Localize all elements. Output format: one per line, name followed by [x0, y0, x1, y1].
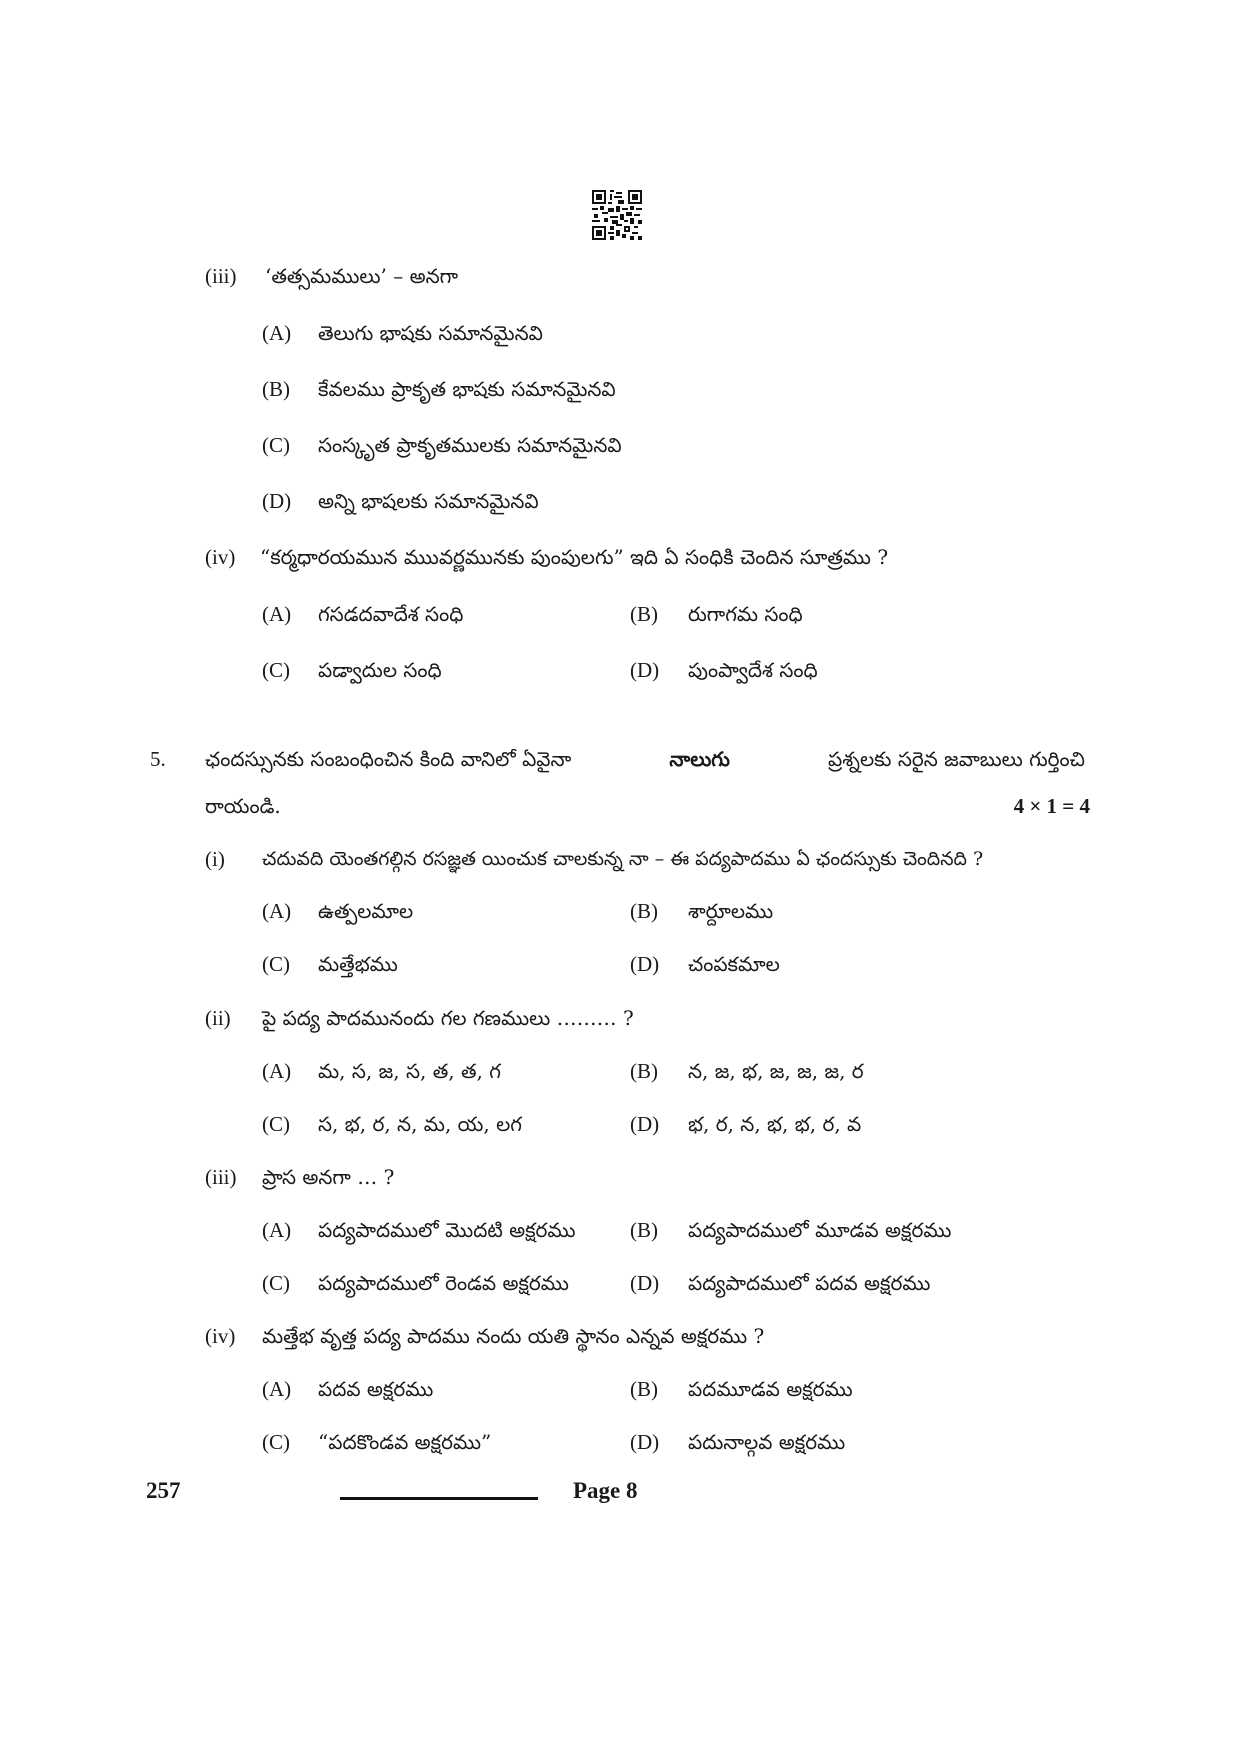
qr-code-icon: [592, 190, 642, 240]
q5-marks: 4 × 1 = 4: [1013, 794, 1090, 818]
q4-iv-option-b-label: (B): [630, 602, 658, 626]
q5-i-option-c-text: మత్తేభము: [318, 952, 398, 976]
q5-i-option-b-label: (B): [630, 899, 658, 923]
q4-iv-option-c-text: పడ్వాదుల సంధి: [318, 658, 442, 682]
q5-ii-option-b-text: న, జ, భ, జ, జ, జ, ర: [688, 1059, 864, 1083]
q5-instruction-post: ప్రశ్నలకు సరైన జవాబులు గుర్తించి: [828, 747, 1085, 771]
q5-iv-option-b-label: (B): [630, 1377, 658, 1401]
q4-iii-option-a-text: తెలుగు భాషకు సమానమైనవి: [318, 321, 543, 345]
q4-iv-option-c-label: (C): [262, 658, 290, 682]
q5-instruction: [205, 745, 1085, 773]
q5-instruction-line2: రాయండి.: [205, 794, 281, 818]
q5-i-option-c-label: (C): [262, 952, 290, 976]
q5-iii-option-a-text: పద్యపాదములో మొదటి అక్షరము: [318, 1218, 576, 1242]
q5-ii-option-d-text: భ, ర, న, భ, భ, ర, వ: [688, 1112, 862, 1136]
q5-i-number: (i): [205, 847, 225, 871]
q5-i-option-b-text: శార్దూలము: [688, 899, 774, 923]
q4-iv-stem: “కర్మధారయమున ముువర్ణమునకు పుంపులగు” ఇది ఏ సంధికి చెందిన సూత్రము ?: [260, 545, 889, 569]
q5-iii-option-a-label: (A): [262, 1218, 292, 1242]
q5-ii-option-d-label: (D): [630, 1112, 660, 1136]
page-number: Page 8: [573, 1478, 638, 1503]
q4-iii-option-d-label: (D): [262, 489, 292, 513]
q4-iii-option-c-label: (C): [262, 433, 290, 457]
q5-iii-option-b-label: (B): [630, 1218, 658, 1242]
q5-ii-option-c-label: (C): [262, 1112, 290, 1136]
q4-iv-option-b-text: రుగాగమ సంధి: [688, 602, 803, 626]
q5-iv-stem: మత్తేభ వృత్త పద్య పాదము నందు యతి స్థానం ఎన్నవ అక్షరము ?: [262, 1324, 765, 1348]
q4-iii-stem: ‘తత్సమములు’ – అనగా: [265, 264, 459, 288]
q5-i-stem: చదువది యెంతగల్గిన రసజ్ఞత యించుక చాలకున్న నా – ఈ పద్యపాదము ఏ ఛందస్సుకు చెందినది ?: [262, 848, 984, 870]
q4-iv-number: (iv): [205, 545, 236, 569]
q4-iii-number: (iii): [205, 264, 237, 288]
q5-iv-option-a-text: పదవ అక్షరము: [318, 1377, 434, 1401]
q4-iii-option-d-text: అన్ని భాషలకు సమానమైనవి: [318, 489, 539, 513]
q4-iii-option-a-label: (A): [262, 321, 292, 345]
q4-iii-option-b-label: (B): [262, 377, 290, 401]
q5-instruction-pre: ఛందస్సునకు సంబంధించిన కింది వానిలో ఏవైనా: [205, 747, 572, 771]
q5-iii-stem: ప్రాస అనగా … ?: [262, 1165, 395, 1189]
page-code: 257: [146, 1478, 181, 1503]
q4-iv-option-d-label: (D): [630, 658, 660, 682]
q4-iv-option-a-text: గసడదవాదేశ సంధి: [318, 602, 464, 626]
q5-ii-number: (ii): [205, 1006, 231, 1030]
q4-iv-option-a-label: (A): [262, 602, 292, 626]
q5-ii-option-a-label: (A): [262, 1059, 292, 1083]
q5-i-option-d-text: చంపకమాల: [688, 952, 780, 976]
q5-iv-option-d-label: (D): [630, 1430, 660, 1454]
q5-iv-option-d-text: పదునాల్గవ అక్షరము: [688, 1430, 846, 1454]
q5-iv-option-b-text: పదమూడవ అక్షరము: [688, 1377, 853, 1401]
q5-number: 5.: [150, 747, 166, 771]
q4-iii-option-c-text: సంస్కృత ప్రాకృతములకు సమానమైనవి: [318, 433, 622, 457]
q5-iii-option-b-text: పద్యపాదములో మూడవ అక్షరము: [688, 1218, 952, 1242]
q5-ii-stem: పై పద్య పాదమునందు గల గణములు ……… ?: [262, 1006, 634, 1030]
q5-iii-option-d-label: (D): [630, 1271, 660, 1295]
q4-iii-option-b-text: కేవలము ప్రాకృత భాషకు సమానమైనవి: [318, 377, 616, 401]
footer-rule: [340, 1497, 538, 1500]
q5-instruction-bold: నాలుగు: [669, 747, 730, 771]
q5-iv-option-c-text: “పదకొండవ అక్షరము”: [318, 1430, 492, 1454]
q5-iv-option-c-label: (C): [262, 1430, 290, 1454]
q5-iii-option-d-text: పద్యపాదములో పదవ అక్షరము: [688, 1271, 931, 1295]
q5-ii-option-a-text: మ, స, జ, స, త, త, గ: [318, 1059, 501, 1083]
q5-iii-option-c-text: పద్యపాదములో రెండవ అక్షరము: [318, 1271, 569, 1295]
q5-i-option-d-label: (D): [630, 952, 660, 976]
q5-iii-number: (iii): [205, 1165, 237, 1189]
q5-i-option-a-label: (A): [262, 899, 292, 923]
q5-iv-number: (iv): [205, 1324, 236, 1348]
q5-iii-option-c-label: (C): [262, 1271, 290, 1295]
q5-i-option-a-text: ఉత్పలమాల: [318, 899, 414, 923]
q5-iv-option-a-label: (A): [262, 1377, 292, 1401]
q4-iv-option-d-text: పుంప్వాదేశ సంధి: [688, 658, 818, 682]
q5-ii-option-b-label: (B): [630, 1059, 658, 1083]
q5-ii-option-c-text: స, భ, ర, న, మ, య, లగ: [318, 1112, 522, 1136]
